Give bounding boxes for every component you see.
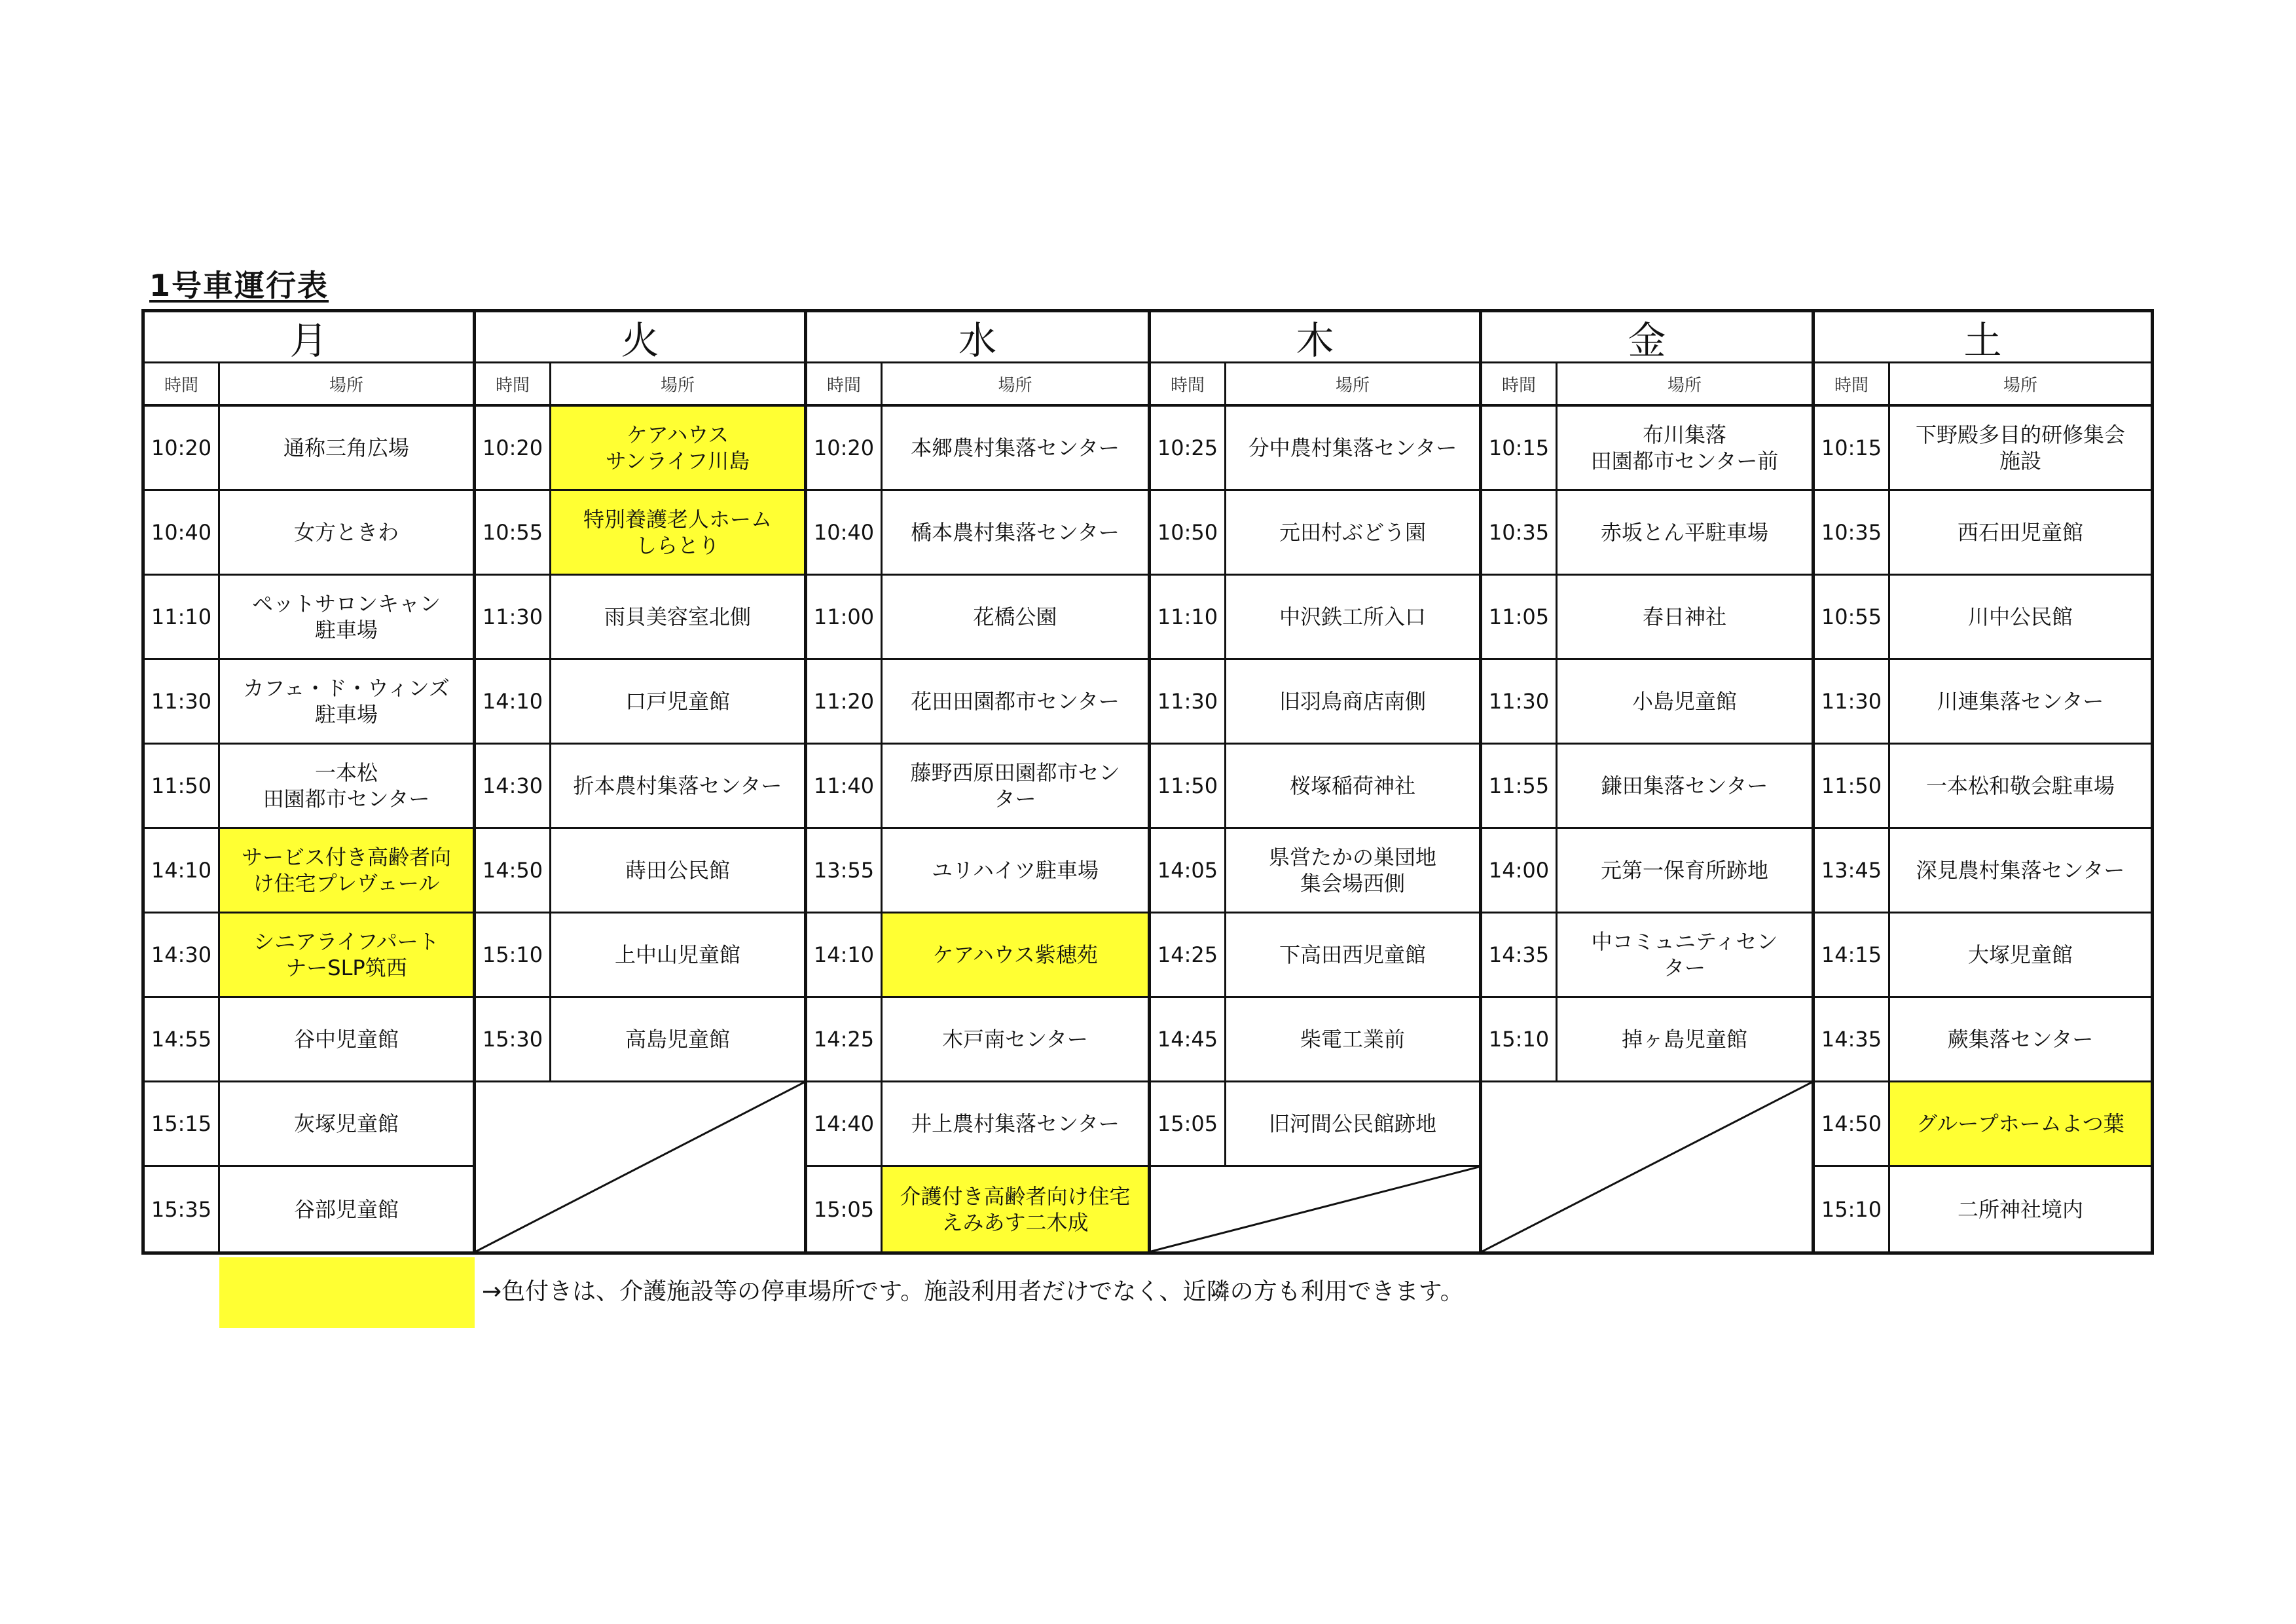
time-column-header: 時間 <box>1815 363 1890 404</box>
stop-row <box>1815 913 2151 998</box>
stop-place: 小島児童館 <box>1631 689 1737 714</box>
stop-time: 11:05 <box>1482 576 1558 658</box>
stop-place: ユリハイツ駐車場 <box>931 858 1099 883</box>
stop-row <box>1151 407 1479 491</box>
stop-place: 一本松和敬会駐車場 <box>1925 773 2115 798</box>
stop-time: 14:50 <box>1815 1082 1890 1165</box>
stop-place: 大塚児童館 <box>1967 942 2073 967</box>
empty-slot-diagonal <box>476 1082 804 1251</box>
stop-place: シニアライフパート ナーSLP筑西 <box>220 913 473 996</box>
stop-place: 旧河間公民館跡地 <box>1268 1111 1436 1136</box>
stop-place: カフェ・ド・ウィンズ 駐車場 <box>243 676 450 727</box>
stop-time: 14:05 <box>1151 829 1226 912</box>
stop-row <box>476 913 804 998</box>
stop-time: 14:25 <box>1151 913 1226 996</box>
stop-place: 元第一保育所跡地 <box>1600 858 1768 883</box>
column-subheader <box>1815 363 2151 407</box>
stop-place: 谷中児童館 <box>293 1027 399 1052</box>
day-column <box>145 312 476 1251</box>
stop-time: 15:05 <box>1151 1082 1226 1165</box>
stop-time: 10:40 <box>145 491 220 574</box>
stop-time: 14:30 <box>145 913 220 996</box>
day-header: 水 <box>807 312 1148 363</box>
stop-row <box>1482 745 1812 829</box>
place-column-header: 場所 <box>998 375 1032 396</box>
stop-place: ペットサロンキャン 駐車場 <box>251 591 441 642</box>
empty-slot <box>476 1082 804 1251</box>
time-column-header: 時間 <box>1151 363 1226 404</box>
column-subheader <box>1482 363 1812 407</box>
stop-row <box>1151 829 1479 913</box>
stop-time: 11:55 <box>1482 745 1558 827</box>
column-subheader <box>145 363 473 407</box>
stop-row <box>145 576 473 660</box>
stop-row <box>145 491 473 576</box>
stop-row <box>476 576 804 660</box>
stop-time: 14:50 <box>476 829 551 912</box>
diagonal-line <box>1482 1082 1812 1251</box>
column-subheader <box>476 363 804 407</box>
stop-place: 井上農村集落センター <box>911 1111 1120 1136</box>
stop-place: 春日神社 <box>1642 604 1726 629</box>
stop-place: 二所神社境内 <box>1957 1196 2083 1222</box>
page-title: 1号車運行表 <box>149 268 329 303</box>
stop-time: 14:10 <box>145 829 220 912</box>
stop-place: 県営たかの巣団地 集会場西側 <box>1268 845 1436 896</box>
stop-time: 14:40 <box>807 1082 883 1165</box>
place-column-header: 場所 <box>1335 375 1370 396</box>
stop-row <box>1815 491 2151 576</box>
stop-row <box>1815 998 2151 1082</box>
stop-row <box>1815 1082 2151 1167</box>
stop-row <box>1815 576 2151 660</box>
stop-place: 橋本農村集落センター <box>911 520 1120 545</box>
stop-place: 旧羽鳥商店南側 <box>1279 689 1426 714</box>
stop-row <box>1151 913 1479 998</box>
stop-time: 11:30 <box>1482 660 1558 743</box>
stop-row <box>145 913 473 998</box>
place-column-header: 場所 <box>2003 375 2037 396</box>
stop-place: 蒔田公民館 <box>625 858 730 883</box>
stop-row <box>1151 576 1479 660</box>
stop-place: 川連集落センター <box>1937 689 2104 714</box>
stop-time: 14:15 <box>1815 913 1890 996</box>
stop-place: 中コミュニティセン ター <box>1591 929 1778 980</box>
stop-place: 元田村ぶどう園 <box>1279 520 1426 545</box>
stop-row <box>1815 1167 2151 1251</box>
stop-row <box>807 829 1148 913</box>
day-column <box>1482 312 1815 1251</box>
stop-row <box>145 829 473 913</box>
stop-place: 谷部児童館 <box>293 1196 399 1222</box>
diagonal-line <box>476 1082 804 1251</box>
stop-place: 一本松 田園都市センター <box>263 760 430 811</box>
stop-row <box>476 829 804 913</box>
time-column-header: 時間 <box>1482 363 1558 404</box>
empty-slot <box>1151 1167 1479 1251</box>
stop-time: 13:45 <box>1815 829 1890 912</box>
stop-time: 15:10 <box>1482 998 1558 1080</box>
day-header: 金 <box>1482 312 1812 363</box>
stop-row <box>807 660 1148 745</box>
stop-place: 花橋公園 <box>973 604 1057 629</box>
place-column-header: 場所 <box>1667 375 1702 396</box>
stop-place: 下野殿多目的研修集会 施設 <box>1915 422 2125 473</box>
stop-row <box>1482 576 1812 660</box>
stop-row <box>1482 407 1812 491</box>
day-header: 火 <box>476 312 804 363</box>
stop-time: 11:50 <box>145 745 220 827</box>
stop-time: 10:35 <box>1815 491 1890 574</box>
schedule-table <box>141 309 2154 1255</box>
stop-time: 14:35 <box>1482 913 1558 996</box>
stop-place: 藤野西原田園都市セン ター <box>910 760 1120 811</box>
stop-time: 15:10 <box>476 913 551 996</box>
time-column-header: 時間 <box>807 363 883 404</box>
day-header: 月 <box>145 312 473 363</box>
stop-place: ケアハウス サンライフ川島 <box>551 407 804 489</box>
day-column <box>476 312 807 1251</box>
stop-place: 下高田西児童館 <box>1279 942 1426 967</box>
stop-time: 10:55 <box>476 491 551 574</box>
stop-row <box>807 998 1148 1082</box>
stop-place: 木戸南センター <box>942 1027 1088 1052</box>
stop-time: 11:30 <box>476 576 551 658</box>
stop-place: 柴電工業前 <box>1300 1027 1405 1052</box>
empty-slot-diagonal <box>1482 1082 1812 1251</box>
stop-time: 10:40 <box>807 491 883 574</box>
time-column-header: 時間 <box>145 363 220 404</box>
stop-time: 10:15 <box>1482 407 1558 489</box>
stop-time: 11:30 <box>1151 660 1226 743</box>
stop-place: グループホームよつ葉 <box>1890 1082 2151 1165</box>
day-header: 土 <box>1815 312 2151 363</box>
stop-row <box>807 745 1148 829</box>
stop-time: 11:30 <box>145 660 220 743</box>
stop-time: 14:10 <box>476 660 551 743</box>
stop-time: 11:50 <box>1151 745 1226 827</box>
stop-row <box>1815 745 2151 829</box>
column-subheader <box>807 363 1148 407</box>
stop-row <box>145 998 473 1082</box>
stop-row <box>476 491 804 576</box>
column-subheader <box>1151 363 1479 407</box>
stop-row <box>476 660 804 745</box>
day-column <box>1815 312 2151 1251</box>
stop-row <box>476 745 804 829</box>
stop-place: 布川集落 田園都市センター前 <box>1590 422 1779 473</box>
stop-time: 10:35 <box>1482 491 1558 574</box>
stop-place: 赤坂とん平駐車場 <box>1600 520 1768 545</box>
stop-place: 鎌田集落センター <box>1601 773 1768 798</box>
stop-time: 11:30 <box>1815 660 1890 743</box>
stop-time: 14:10 <box>807 913 883 996</box>
day-column <box>1151 312 1482 1251</box>
diagonal-line <box>1151 1167 1479 1251</box>
stop-place: 中沢鉄工所入口 <box>1279 604 1426 629</box>
stop-time: 13:55 <box>807 829 883 912</box>
stop-place: 本郷農村集落センター <box>911 435 1120 460</box>
stop-time: 15:30 <box>476 998 551 1080</box>
legend-text: →色付きは、介護施設等の停車場所です。施設利用者だけでなく、近隣の方も利用できます。 <box>482 1278 1464 1305</box>
stop-row <box>1151 745 1479 829</box>
stop-time: 11:20 <box>807 660 883 743</box>
stop-place: 西石田児童館 <box>1957 520 2083 545</box>
stop-place: ケアハウス紫穂苑 <box>883 913 1148 996</box>
stop-row <box>807 576 1148 660</box>
stop-row <box>807 913 1148 998</box>
stop-row <box>145 660 473 745</box>
stop-time: 14:30 <box>476 745 551 827</box>
stop-time: 11:00 <box>807 576 883 658</box>
stop-row <box>1151 1082 1479 1167</box>
stop-time: 11:10 <box>145 576 220 658</box>
stop-time: 15:35 <box>145 1167 220 1251</box>
stop-time: 10:55 <box>1815 576 1890 658</box>
stop-row <box>807 491 1148 576</box>
stop-place: 蕨集落センター <box>1947 1027 2094 1052</box>
place-column-header: 場所 <box>660 375 695 396</box>
stop-row <box>1815 829 2151 913</box>
stop-place: 川中公民館 <box>1967 604 2073 629</box>
stop-row <box>1815 660 2151 745</box>
stop-row <box>145 1082 473 1167</box>
day-column <box>807 312 1151 1251</box>
stop-place: 女方ときわ <box>293 520 399 545</box>
stop-row <box>1482 913 1812 998</box>
stop-row <box>476 998 804 1082</box>
empty-slot <box>1482 1082 1812 1251</box>
stop-row <box>807 407 1148 491</box>
stop-row <box>1482 660 1812 745</box>
stop-row <box>1151 491 1479 576</box>
stop-place: 折本農村集落センター <box>573 773 782 798</box>
stop-time: 14:25 <box>807 998 883 1080</box>
stop-place: 特別養護老人ホーム しらとり <box>551 491 804 574</box>
stop-place: 桜塚稲荷神社 <box>1289 773 1415 798</box>
stop-row <box>1151 660 1479 745</box>
stop-place: 介護付き高齢者向け住宅 えみあす二木成 <box>883 1167 1148 1251</box>
stop-row <box>145 1167 473 1251</box>
stop-row <box>1815 407 2151 491</box>
stop-time: 14:55 <box>145 998 220 1080</box>
stop-row <box>1482 998 1812 1082</box>
stop-row <box>476 407 804 491</box>
stop-row <box>1482 829 1812 913</box>
stop-place: 灰塚児童館 <box>293 1111 399 1136</box>
stop-time: 10:20 <box>476 407 551 489</box>
stop-time: 10:15 <box>1815 407 1890 489</box>
stop-place: 口戸児童館 <box>625 689 730 714</box>
stop-time: 14:35 <box>1815 998 1890 1080</box>
stop-row <box>807 1082 1148 1167</box>
stop-time: 15:05 <box>807 1167 883 1251</box>
stop-time: 11:10 <box>1151 576 1226 658</box>
stop-time: 10:20 <box>145 407 220 489</box>
legend-color-swatch <box>219 1257 475 1328</box>
stop-time: 15:15 <box>145 1082 220 1165</box>
stop-row <box>1151 998 1479 1082</box>
stop-place: 分中農村集落センター <box>1248 435 1457 460</box>
stop-place: 上中山児童館 <box>614 942 740 967</box>
stop-time: 14:45 <box>1151 998 1226 1080</box>
stop-place: 高島児童館 <box>625 1027 730 1052</box>
stop-place: 深見農村集落センター <box>1916 858 2125 883</box>
stop-place: 通称三角広場 <box>283 435 409 460</box>
stop-time: 10:20 <box>807 407 883 489</box>
empty-slot-diagonal <box>1151 1167 1479 1251</box>
place-column-header: 場所 <box>329 375 363 396</box>
stop-place: サービス付き高齢者向 け住宅プレヴェール <box>220 829 473 912</box>
day-header: 木 <box>1151 312 1479 363</box>
stop-time: 10:50 <box>1151 491 1226 574</box>
stop-time: 11:40 <box>807 745 883 827</box>
stop-time: 15:10 <box>1815 1167 1890 1251</box>
stop-row <box>145 407 473 491</box>
stop-row <box>807 1167 1148 1251</box>
time-column-header: 時間 <box>476 363 551 404</box>
stop-place: 花田田園都市センター <box>911 689 1120 714</box>
stop-place: 掉ヶ島児童館 <box>1621 1027 1747 1052</box>
stop-row <box>145 745 473 829</box>
stop-place: 雨貝美容室北側 <box>604 604 751 629</box>
stop-row <box>1482 491 1812 576</box>
stop-time: 14:00 <box>1482 829 1558 912</box>
stop-time: 11:50 <box>1815 745 1890 827</box>
stop-time: 10:25 <box>1151 407 1226 489</box>
